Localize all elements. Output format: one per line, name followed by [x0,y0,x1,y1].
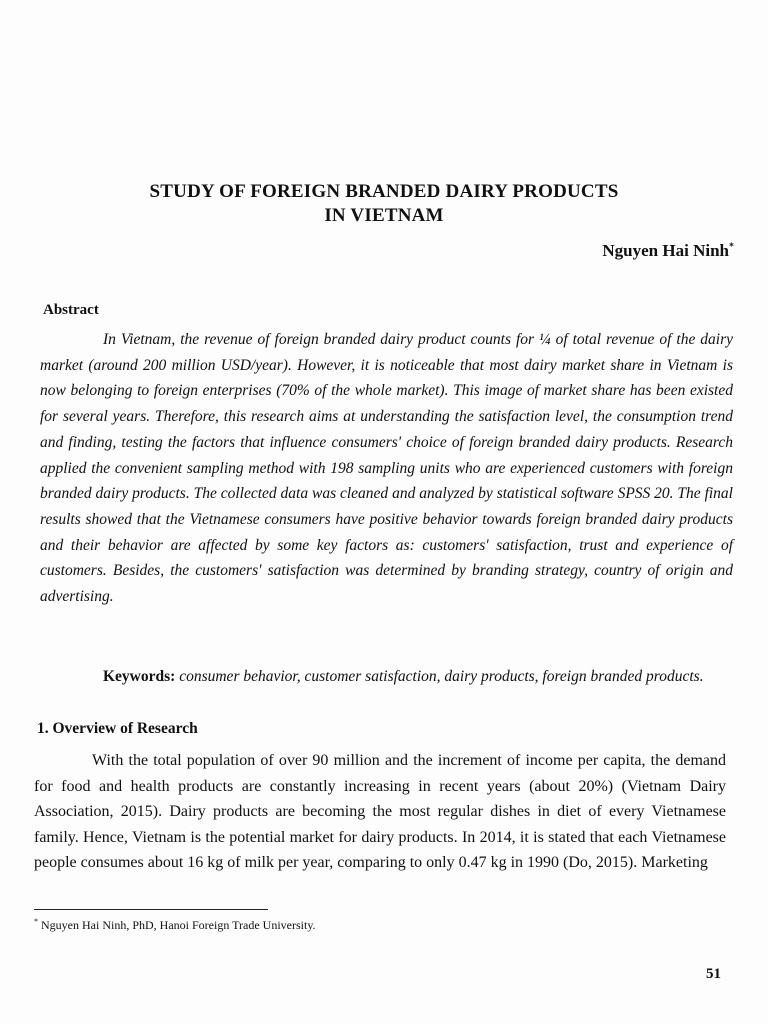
author-byline [602,241,734,261]
abstract-heading: Abstract [43,302,99,318]
paper-title-line-1: STUDY OF FOREIGN BRANDED DAIRY PRODUCTS [149,181,619,202]
abstract-text: In Vietnam, the revenue of foreign branded dairy product counts for ¼ of total revenue of the dairy market (around 200 million USD/year). However, it is noticeable that most dairy market share in Vietnam is now belonging to foreign enterprises (70% of the whole market). This image of market share has been existed for several years. Therefore, this research aims at understanding the satisfaction level, the consumption trend and finding, testing the factors that influence consumers' choice of foreign branded dairy products. Research applied the convenient sampling method with 198 sampling units who are experienced customers with foreign branded dairy products. The collected data was cleaned and analyzed by statistical software SPSS 20. The final results showed that the Vietnamese consumers have positive behavior towards foreign branded dairy products and their behavior are affected by some key factors as: customers' satisfaction, trust and experience of customers. Besides, the customers' satisfaction was determined by branding strategy, country of origin and advertising. [40,331,733,606]
footnote [34,917,316,933]
paper-title-line-2: IN VIETNAM [324,205,444,226]
footnote-marker: * [34,917,38,926]
footnote-text: Nguyen Hai Ninh, PhD, Hanoi Foreign Trade University. [41,918,316,932]
section-heading: 1. Overview of Research [37,720,198,737]
keywords-label: Keywords: [103,668,176,685]
page-number: 51 [706,966,721,982]
section-body-text: With the total population of over 90 million and the increment of income per capita, the demand for food and health products are constantly increasing in recent years (about 20%) (Vietnam Dairy Association, 2015). Dairy products are becoming the most regular dishes in diet of every Vietnamese family. Hence, Vietnam is the potential market for dairy products. In 2014, it is stated that each Vietnamese people consumes about 16 kg of milk per year, comparing to only 0.47 kg in 1990 (Do, 2015). Marketing [34,752,726,872]
keywords-text: consumer behavior, customer satisfaction, dairy products, foreign branded products. [179,668,704,685]
keywords-paragraph [40,664,733,689]
author-name: Nguyen Hai Ninh [602,241,729,260]
footnote-divider [34,909,268,910]
author-footnote-marker: * [729,241,734,253]
